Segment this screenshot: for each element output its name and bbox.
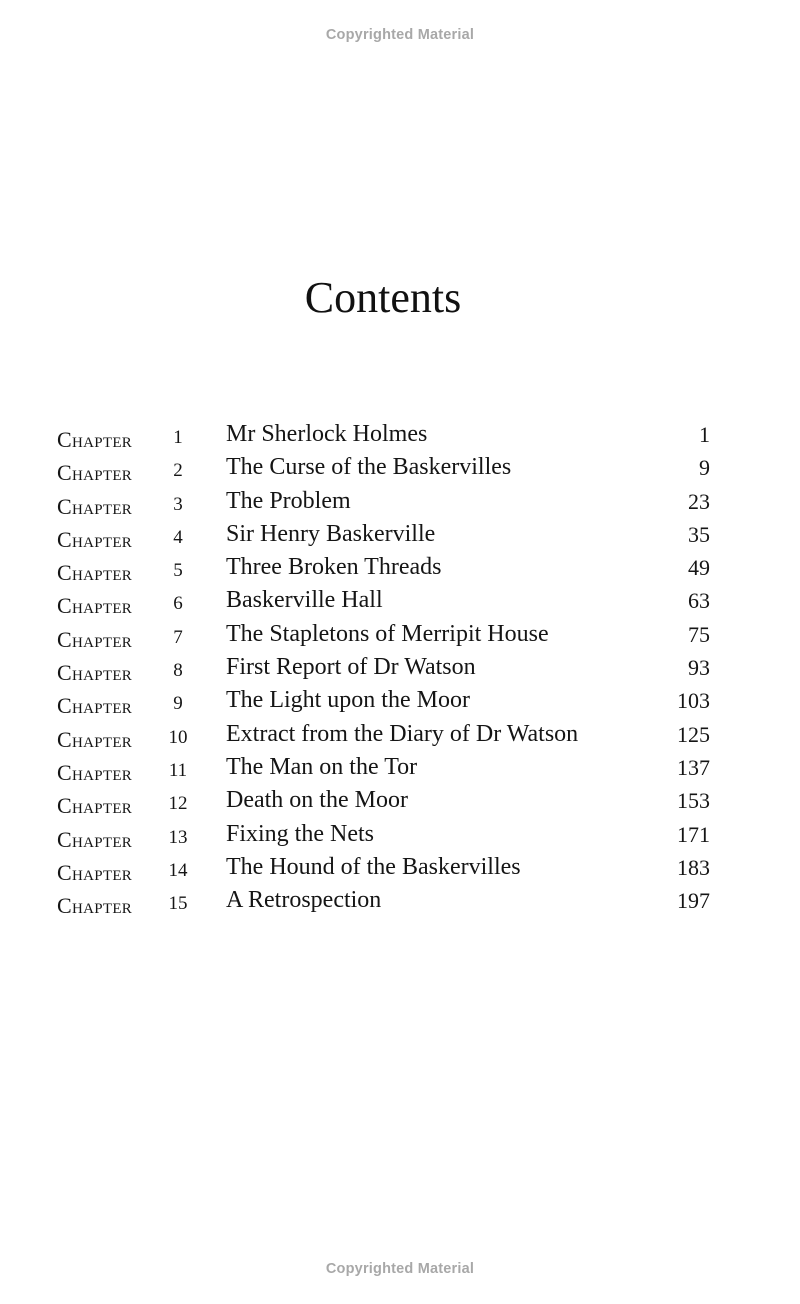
chapter-number: 12: [168, 793, 188, 815]
toc-entry-14[interactable]: [0, 851, 800, 884]
chapter-number: 6: [173, 593, 183, 615]
toc-entry-2[interactable]: [0, 451, 800, 484]
toc-entry-13[interactable]: [0, 818, 800, 851]
chapter-label: Chapter: [57, 526, 133, 552]
chapter-number: 10: [168, 726, 188, 748]
chapter-title: Fixing the Nets: [226, 820, 374, 847]
chapter-title: Sir Henry Baskerville: [226, 520, 436, 547]
chapter-label: Chapter: [57, 560, 133, 586]
chapter-label: Chapter: [57, 759, 133, 785]
chapter-number: 14: [168, 859, 188, 881]
chapter-label: Chapter: [57, 626, 133, 652]
toc-entry-7[interactable]: [0, 618, 800, 651]
chapter-page-number: 183: [677, 854, 710, 880]
chapter-title: Three Broken Threads: [226, 554, 442, 581]
chapter-number: 4: [173, 526, 183, 548]
chapter-label: Chapter: [57, 493, 133, 519]
chapter-number: 5: [173, 560, 183, 582]
chapter-page-number: 197: [677, 888, 710, 914]
chapter-label: Chapter: [57, 859, 133, 885]
chapter-title: A Retrospection: [226, 887, 382, 914]
chapter-label: Chapter: [57, 826, 133, 852]
chapter-number: 9: [173, 693, 183, 715]
chapter-label: Chapter: [57, 693, 133, 719]
chapter-page-number: 23: [688, 488, 710, 514]
chapter-label: Chapter: [57, 427, 133, 452]
chapter-page-number: 137: [677, 754, 710, 780]
toc-entry-3[interactable]: [0, 485, 800, 518]
chapter-title: The Man on the Tor: [226, 753, 418, 780]
toc-entry-4[interactable]: [0, 518, 800, 551]
chapter-number: 3: [173, 493, 183, 515]
chapter-title: The Curse of the Baskervilles: [226, 454, 512, 481]
chapter-title: First Report of Dr Watson: [226, 654, 476, 681]
chapter-page-number: 103: [677, 688, 710, 714]
chapter-title: The Hound of the Baskervilles: [226, 853, 521, 880]
chapter-number: 11: [168, 759, 188, 781]
chapter-page-number: 171: [677, 821, 710, 847]
chapter-title: Baskerville Hall: [226, 587, 383, 614]
chapter-page-number: 153: [677, 788, 710, 814]
chapter-title: Extract from the Diary of Dr Watson: [226, 720, 579, 747]
chapter-page-number: 125: [677, 721, 710, 747]
chapter-number: 1: [173, 427, 183, 448]
chapter-number: 7: [173, 626, 183, 648]
chapter-label: Chapter: [57, 460, 133, 486]
chapter-number: 8: [173, 660, 183, 682]
page-title: Contents: [304, 273, 462, 322]
toc-entry-11[interactable]: [0, 751, 800, 784]
chapter-label: Chapter: [57, 726, 133, 752]
toc-entry-6[interactable]: [0, 584, 800, 617]
chapter-label: Chapter: [57, 593, 133, 619]
copyright-watermark-top: Copyrighted Material: [325, 27, 475, 43]
toc-entry-1[interactable]: [0, 418, 800, 451]
toc-entry-12[interactable]: [0, 784, 800, 817]
chapter-title: Mr Sherlock Holmes: [226, 421, 428, 447]
chapter-page-number: 9: [699, 455, 710, 481]
chapter-page-number: 93: [688, 655, 710, 681]
chapter-title: The Problem: [226, 487, 351, 514]
toc-entry-15[interactable]: [0, 884, 800, 917]
toc-entry-9[interactable]: [0, 684, 800, 717]
chapter-title: The Stapletons of Merripit House: [226, 620, 549, 647]
chapter-title: The Light upon the Moor: [226, 687, 470, 714]
chapter-page-number: 75: [688, 621, 710, 647]
chapter-label: Chapter: [57, 793, 133, 819]
toc-entry-8[interactable]: [0, 651, 800, 684]
chapter-page-number: 1: [699, 422, 710, 447]
chapter-label: Chapter: [57, 893, 133, 919]
copyright-watermark-bottom: Copyrighted Material: [325, 1261, 475, 1277]
chapter-label: Chapter: [57, 660, 133, 686]
chapter-page-number: 35: [688, 521, 710, 547]
chapter-page-number: 49: [688, 555, 710, 581]
toc-entry-5[interactable]: [0, 551, 800, 584]
chapter-page-number: 63: [688, 588, 710, 614]
chapter-number: 2: [173, 460, 183, 482]
chapter-number: 15: [168, 893, 188, 915]
chapter-number: 13: [168, 826, 188, 848]
toc-entry-10[interactable]: [0, 718, 800, 751]
table-of-contents: [0, 418, 800, 917]
chapter-title: Death on the Moor: [226, 787, 408, 814]
